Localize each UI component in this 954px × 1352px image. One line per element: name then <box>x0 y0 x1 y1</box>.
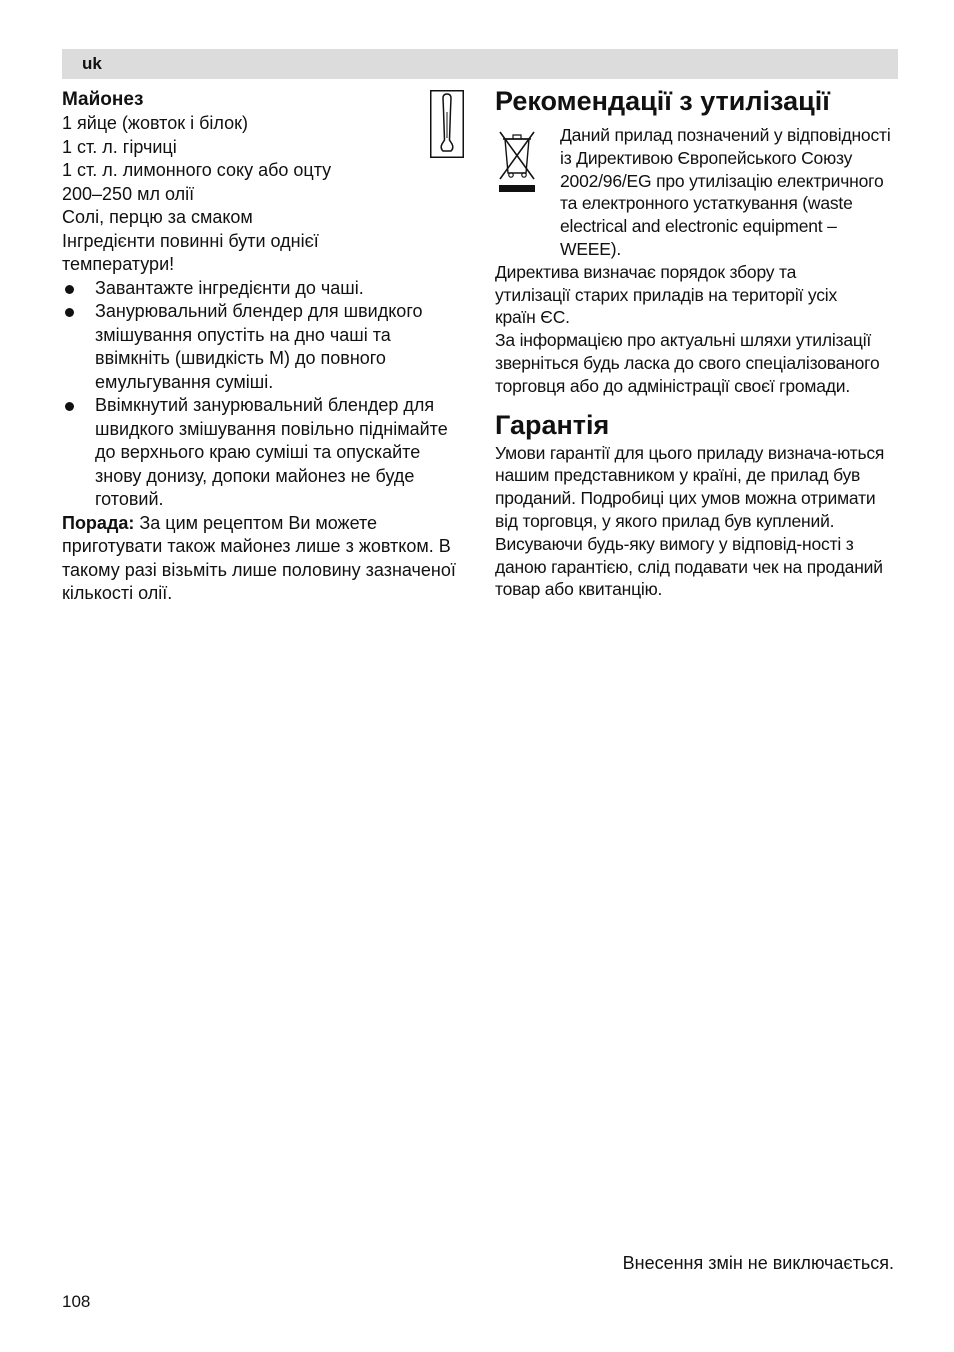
weee-block <box>495 124 900 261</box>
ingredient-line: 1 ст. л. гірчиці <box>62 136 177 157</box>
step-item: Занурювальний блендер для швидкого змішування опустіть на дно чаші та ввімкніть (швидкість M) до повного емульгування суміші. <box>62 300 425 394</box>
left-column <box>62 88 464 606</box>
ingredient-line: 200–250 мл олії <box>62 183 195 204</box>
ingredient-line: 1 яйце (жовток і білок) <box>62 113 248 133</box>
temperature-note: Інгредієнти повинні бути однієї температури! <box>62 230 319 274</box>
directive-text: Директива визначає порядок збору та утилізації старих приладів на території усіх країн ЄС. <box>495 261 837 328</box>
weee-text: Даний прилад позначений у відповідності із Директивою Європейського Союзу 2002/96/EG про утилізацію електричного та електронного устаткування (waste electrical and electronic equipment – WEEE). <box>560 125 891 259</box>
recipe-title: Майонез <box>62 89 144 110</box>
tip-paragraph <box>62 512 464 606</box>
right-column <box>495 84 900 601</box>
ingredient-line: 1 ст. л. лимонного соку або оцту <box>62 160 332 180</box>
page-number: 108 <box>62 1292 91 1311</box>
crossed-bin-icon <box>497 127 537 193</box>
warranty-text: Висуваючи будь-яку вимогу у відповід-ності з даною гарантією, слід подавати чек на проданий товар або квитанцію. <box>495 533 883 600</box>
footer-note: Внесення змін не виключається. <box>622 1253 894 1273</box>
step-item: Ввімкнутий занурювальний блендер для швидкого змішування повільно піднімайте до верхнього краю суміші та опускайте знову донизу, допоки майонез не буде готовий. <box>62 394 460 512</box>
tip-text: За цим рецептом Ви можете приготувати також майонез лише з жовтком. В такому разі візьміть лише половину зазначеної кількості олії. <box>62 512 456 603</box>
step-item: Завантажте інгредієнти до чаші. <box>62 277 464 301</box>
info-text: За інформацією про актуальні шляхи утилізації зверніться будь ласка до свого спеціалізованого торговця або до адміністрації своєї громади. <box>495 330 880 396</box>
disposal-title: Рекомендації з утилізації <box>495 86 830 116</box>
language-code: uk <box>82 54 102 73</box>
language-bar <box>62 49 898 79</box>
tip-label: Порада: <box>62 512 135 533</box>
warranty-title: Гарантія <box>495 409 610 440</box>
steps-list <box>62 277 464 512</box>
warranty-text: Умови гарантії для цього приладу визнача-ються нашим представником у країні, де прилад був проданий. Подробиці цих умов можна отримати від торговця, у якого прилад був куплений. <box>495 442 885 531</box>
ingredient-line: Солі, перцю за смаком <box>62 207 253 227</box>
